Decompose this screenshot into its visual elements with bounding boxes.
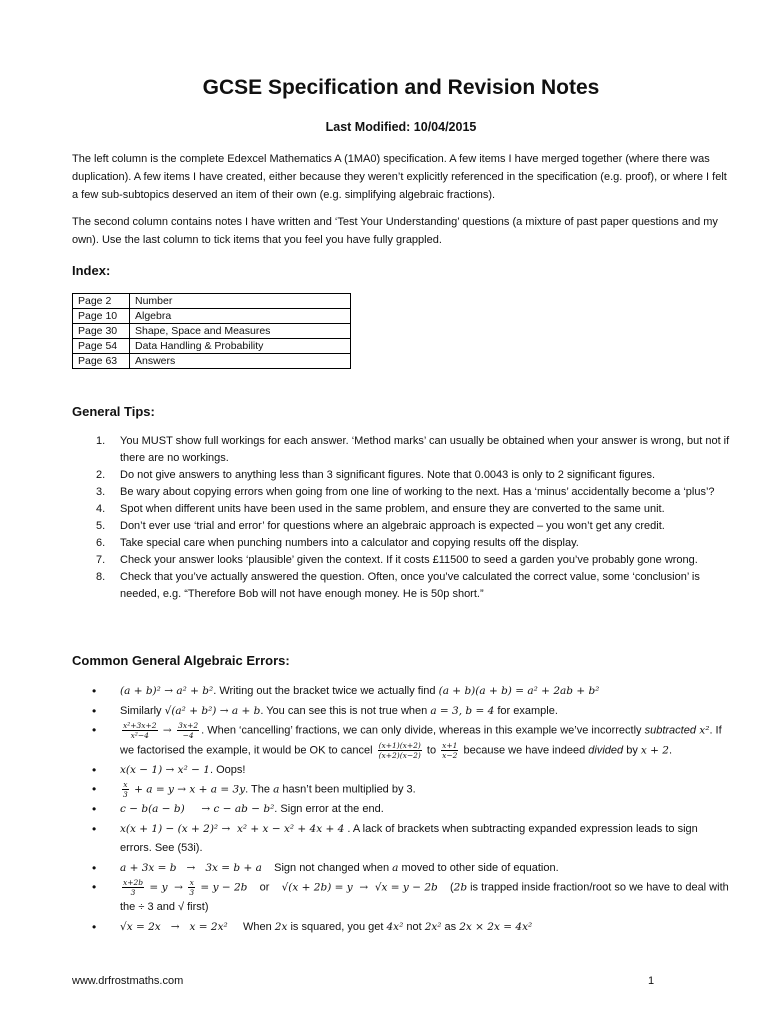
error-text: or bbox=[247, 881, 282, 894]
error-text: Similarly bbox=[120, 704, 165, 717]
table-row bbox=[73, 339, 351, 354]
tips-heading: General Tips: bbox=[72, 404, 155, 419]
list-item bbox=[72, 501, 730, 518]
math-expression: = y → bbox=[146, 881, 187, 894]
math-expression: x² bbox=[695, 724, 710, 737]
error-text: hasn’t been multiplied by 3. bbox=[279, 783, 416, 796]
fraction bbox=[177, 721, 199, 740]
math-expression: 2x² bbox=[424, 920, 442, 933]
intro-paragraph-1: The left column is the complete Edexcel Mathematics A (1MA0) specification. A few items I have merged together (where there was duplication). A few items I have created, either because they weren’t explicitly referenced in the specification (e.g. proof), or where I felt a few sub-subtopics deserved an item of their own (e.g. simplifying algebraic fractions). bbox=[72, 153, 727, 201]
item-number: 2. bbox=[96, 469, 106, 481]
error-text: by bbox=[623, 744, 641, 757]
index-page: Page 10 bbox=[73, 309, 130, 324]
index-page: Page 63 bbox=[73, 354, 130, 369]
denominator: (x+2)(x−2) bbox=[378, 750, 421, 760]
last-modified: Last Modified: 10/04/2015 bbox=[325, 120, 477, 134]
error-text: . Sign error at the end. bbox=[274, 803, 384, 816]
numerator: x bbox=[189, 878, 194, 888]
math-expression: (a + b)² → a² + b² bbox=[120, 685, 214, 697]
numerator: x+1 bbox=[442, 740, 458, 750]
math-expression: + a = y → x + a = 3y bbox=[130, 783, 246, 796]
emphasis: subtracted bbox=[644, 724, 696, 737]
error-text: . You can see this is not true when bbox=[260, 704, 431, 717]
tip-text: Check that you’ve actually answered the question. Often, once you’ve calculated the correct value, some ‘conclusion’ is needed, e.g. “Therefore Bob will not have enough money. He is 50p short.” bbox=[120, 571, 700, 600]
denominator: 3 bbox=[123, 790, 128, 800]
item-number: 3. bbox=[96, 486, 106, 498]
tips-list bbox=[72, 433, 730, 603]
error-text: as bbox=[441, 920, 460, 933]
math-expression: a + 3x = b → 3x = b + a bbox=[120, 861, 262, 874]
footer-website-link[interactable]: www.drfrostmaths.com bbox=[72, 975, 184, 987]
math-expression: √(a² + b²) → a + b bbox=[164, 704, 261, 717]
error-text: . When ‘cancelling’ fractions, we can only divide, whereas in this example we’ve incorrectly bbox=[201, 724, 645, 737]
list-item bbox=[72, 569, 730, 603]
list-item bbox=[72, 878, 732, 917]
denominator: −4 bbox=[182, 731, 194, 740]
fraction bbox=[122, 878, 144, 897]
tip-text: Check your answer looks ‘plausible’ given the context. If it costs £11500 to seed a garden you’ve probably gone wrong. bbox=[120, 554, 698, 566]
denominator: x−2 bbox=[442, 750, 458, 760]
tip-text: You MUST show full workings for each answer. ‘Method marks’ can usually be obtained when your answer is wrong, but not if there are no workings. bbox=[120, 435, 730, 464]
list-item bbox=[72, 484, 730, 501]
error-text: . Writing out the bracket twice we actually find bbox=[213, 685, 439, 697]
error-text: not bbox=[403, 920, 425, 933]
denominator: 3 bbox=[130, 888, 136, 898]
page-number: 1 bbox=[648, 975, 655, 987]
item-number: 4. bbox=[96, 503, 106, 515]
item-number: 8. bbox=[96, 571, 106, 583]
list-item bbox=[72, 761, 732, 781]
error-text: moved to other side of equation. bbox=[398, 861, 559, 874]
math-expression: √x = 2x → x = 2x² bbox=[120, 920, 228, 933]
tip-text: Do not give answers to anything less than 3 significant figures. Note that 0.0043 is only to 2 significant figures. bbox=[120, 469, 656, 481]
numerator: • x bbox=[123, 780, 128, 790]
errors-list bbox=[72, 682, 732, 937]
math-expression: c − b(a − b) → c − ab − b² bbox=[120, 803, 275, 816]
index-page: Page 30 bbox=[73, 324, 130, 339]
table-row bbox=[73, 309, 351, 324]
tip-text: Be wary about copying errors when going from one line of working to the next. Has a ‘minus’ accidentally become a ‘plus’? bbox=[120, 486, 715, 498]
table-row bbox=[73, 354, 351, 369]
math-expression: (a + b)(a + b) = a² + 2ab + b² bbox=[438, 685, 600, 697]
table-row bbox=[73, 294, 351, 309]
error-text: . Oops! bbox=[209, 763, 246, 776]
item-number: 7. bbox=[96, 554, 106, 566]
math-expression: 2x bbox=[274, 920, 288, 933]
math-expression: √(x + 2b) = y → √x = y − 2b bbox=[281, 881, 438, 894]
math-expression: 2x × 2x = 4x² bbox=[459, 920, 533, 933]
error-text: is squared, you get bbox=[287, 920, 387, 933]
fraction bbox=[122, 721, 158, 740]
error-text: When bbox=[227, 920, 275, 933]
item-number: 5. bbox=[96, 520, 106, 532]
fraction bbox=[188, 878, 195, 897]
math-expression: x(x + 1) − (x + 2)² → x² + x − x² + 4x + 4 bbox=[120, 822, 345, 835]
list-item bbox=[72, 721, 732, 761]
error-text: to bbox=[423, 744, 440, 757]
fraction bbox=[378, 741, 422, 760]
fraction bbox=[122, 780, 129, 799]
math-expression: a = 3, b = 4 bbox=[430, 704, 495, 717]
list-item bbox=[72, 467, 730, 484]
index-section: Number bbox=[130, 294, 351, 309]
error-text: . If we factorised the example, it would be OK to cancel bbox=[120, 724, 722, 757]
math-variable: a bbox=[273, 783, 280, 796]
math-variable: 2b bbox=[453, 881, 468, 894]
index-table bbox=[72, 293, 351, 369]
error-text: is trapped inside fraction/root so we have to deal with the ÷ 3 and √ first) bbox=[120, 881, 729, 914]
item-number: 6. bbox=[96, 537, 106, 549]
list-item bbox=[72, 535, 730, 552]
tip-text: Take special care when punching numbers into a calculator and copying results off the display. bbox=[120, 537, 579, 549]
error-text: . bbox=[668, 744, 673, 757]
emphasis: divided bbox=[588, 744, 624, 757]
list-item bbox=[72, 682, 732, 702]
error-text: ( bbox=[437, 881, 454, 894]
intro-paragraph-2: The second column contains notes I have written and ‘Test Your Understanding’ questions (a mixture of past paper questions and my own). Use the last column to tick items that you feel you have fully grappled. bbox=[72, 216, 718, 246]
error-text: for example. bbox=[494, 704, 558, 717]
list-item bbox=[72, 820, 732, 859]
index-page: Page 54 bbox=[73, 339, 130, 354]
math-variable: a bbox=[392, 861, 399, 874]
math-expression: = y − 2b bbox=[197, 881, 248, 894]
errors-heading: Common General Algebraic Errors: bbox=[72, 653, 290, 668]
index-section: Answers bbox=[130, 354, 351, 369]
error-text: . A lack of brackets when subtracting expanded expression leads to sign errors. See (53i). bbox=[120, 822, 698, 855]
error-text: Sign not changed when bbox=[261, 861, 393, 874]
list-item bbox=[72, 780, 732, 800]
table-row bbox=[73, 324, 351, 339]
numerator: (x+1)(x+2) bbox=[378, 740, 421, 750]
index-heading: Index: bbox=[72, 263, 111, 278]
index-section: Algebra bbox=[130, 309, 351, 324]
math-expression: x + 2 bbox=[640, 744, 669, 757]
tip-text: Spot when different units have been used in the same problem, and ensure they are converted to the same unit. bbox=[120, 503, 665, 515]
list-item bbox=[72, 918, 732, 938]
list-item bbox=[72, 433, 730, 467]
numerator: • x²+3x+2 bbox=[123, 721, 157, 730]
denominator: 3 bbox=[189, 888, 195, 898]
denominator: x²−4 bbox=[130, 731, 149, 740]
numerator: • x+2b bbox=[123, 878, 144, 888]
error-text: because we have indeed bbox=[460, 744, 589, 757]
list-item bbox=[72, 518, 730, 535]
list-item bbox=[72, 552, 730, 569]
list-item bbox=[72, 702, 732, 722]
index-page: Page 2 bbox=[73, 294, 130, 309]
error-text: . The bbox=[245, 783, 274, 796]
fraction bbox=[441, 741, 458, 760]
index-section: Data Handling & Probability bbox=[130, 339, 351, 354]
math-expression: 4x² bbox=[386, 920, 404, 933]
math-expression: x(x − 1) → x² − 1 bbox=[120, 763, 210, 776]
item-number: 1. bbox=[96, 435, 106, 447]
page-title: GCSE Specification and Revision Notes bbox=[202, 76, 600, 99]
list-item bbox=[72, 859, 732, 879]
tip-text: Don’t ever use ‘trial and error’ for questions where an algebraic approach is expected – you won’t get any credit. bbox=[120, 520, 665, 532]
arrow: → bbox=[159, 724, 176, 737]
list-item bbox=[72, 800, 732, 820]
numerator: 3x+2 bbox=[178, 721, 199, 730]
index-section: Shape, Space and Measures bbox=[130, 324, 351, 339]
